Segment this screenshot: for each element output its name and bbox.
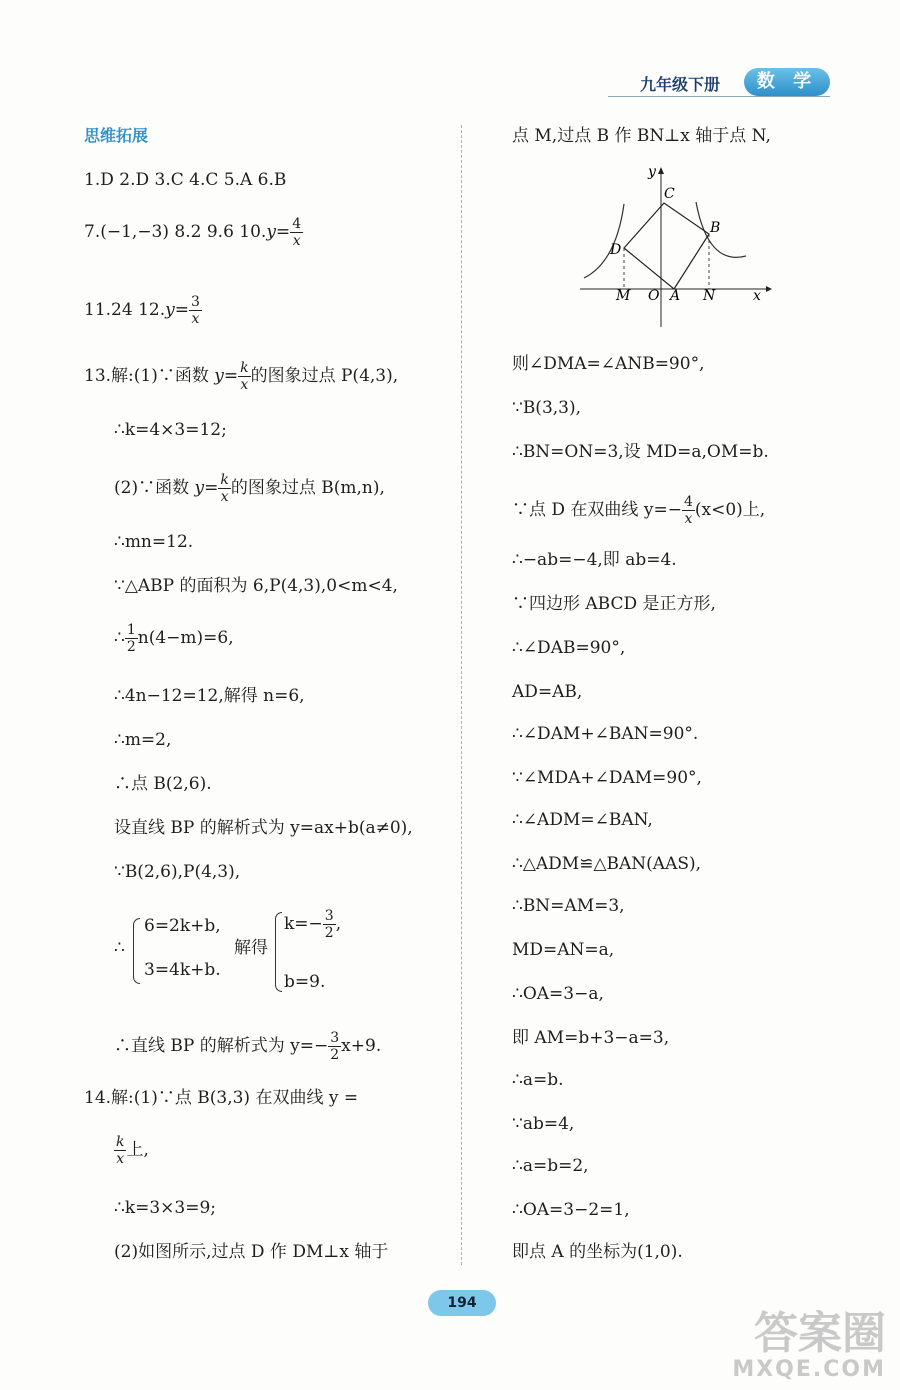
fraction-num: k [220, 472, 229, 488]
solution-13-line-12 [114, 1030, 381, 1063]
answers-line-2 [84, 216, 303, 249]
x-arrow [766, 286, 772, 292]
fraction [125, 622, 138, 655]
answers-line-1: 1.D 2.D 3.C 4.C 5.A 6.B [84, 170, 287, 190]
text: 13.解:(1)∵函数 [84, 366, 209, 386]
solution-13-line-2: ∴k=4×3=12; [114, 420, 227, 440]
right-line-9: AD=AB, [512, 682, 583, 702]
right-line-11: ∵∠MDA+∠DAM=90°, [512, 768, 702, 788]
solution-14-line-3: ∴k=3×3=9; [114, 1198, 217, 1218]
solution-13-line-6 [114, 622, 234, 655]
right-line-7: ∵四边形 ABCD 是正方形, [512, 594, 716, 614]
label-d: D [610, 242, 622, 258]
solution-14-line-1: 14.解:(1)∵点 B(3,3) 在双曲线 y = [84, 1088, 359, 1108]
fraction-den: x [116, 1151, 125, 1167]
text: ∵点 D 在双曲线 y=− [512, 500, 682, 520]
fraction-den: 2 [126, 639, 136, 655]
fraction-num: 1 [126, 622, 136, 638]
solution-14-line-4: (2)如图所示,过点 D 作 DM⊥x 轴于 [114, 1242, 389, 1262]
column-divider [461, 125, 462, 1265]
square-abcd [624, 203, 709, 289]
right-line-12: ∴∠ADM=∠BAN, [512, 810, 653, 830]
solution-13-line-7: ∴4n−12=12,解得 n=6, [114, 686, 305, 706]
fraction-den: x [292, 233, 301, 249]
fraction-num: k [240, 360, 249, 376]
right-line-8: ∴∠DAB=90°, [512, 638, 626, 658]
fraction-den: 2 [324, 925, 334, 941]
watermark-top: 答案圈 [754, 1308, 886, 1359]
fraction-den: x [684, 511, 693, 527]
left-brace [275, 912, 282, 992]
right-line-2: 则∠DMA=∠ANB=90°, [512, 354, 705, 374]
text: 的图象过点 B(m,n), [230, 478, 385, 498]
page-number: 194 [428, 1290, 496, 1316]
right-line-20: ∴a=b=2, [512, 1156, 589, 1176]
label-a: A [670, 288, 681, 304]
right-line-1: 点 M,过点 B 作 BN⊥x 轴于点 N, [512, 126, 771, 146]
right-line-16: ∴OA=3−a, [512, 984, 604, 1004]
text: k=− [284, 914, 323, 934]
answers-11-12: 11.24 12. [84, 300, 166, 320]
text: (2)∵函数 [114, 478, 190, 498]
solution-13-line-10: 设直线 BP 的解析式为 y=ax+b(a≠0), [114, 818, 413, 838]
label-y: y [648, 164, 656, 180]
text: (x<0)上, [694, 500, 766, 520]
right-line-21: ∴OA=3−2=1, [512, 1200, 630, 1220]
fraction [114, 1134, 126, 1167]
solve-label: 解得 [234, 938, 268, 958]
fraction [189, 294, 202, 327]
solution-13-line-4: ∴mn=12. [114, 532, 194, 552]
fraction-num: 4 [292, 216, 302, 232]
solution-13-line-1 [84, 360, 398, 393]
y-eq: y= [214, 366, 239, 386]
right-line-6: ∴−ab=−4,即 ab=4. [512, 550, 677, 570]
fraction-den: x [191, 311, 200, 327]
solution-13-line-9: ∴点 B(2,6). [114, 774, 212, 794]
text: ∴直线 BP 的解析式为 y=− [114, 1036, 329, 1056]
fraction [218, 472, 230, 505]
y-arrow [658, 167, 664, 174]
solution-13-line-3 [114, 472, 385, 505]
section-title: 思维拓展 [84, 126, 149, 145]
equation-1: 6=2k+b, [144, 916, 221, 936]
fraction [238, 360, 250, 393]
y-eq: y= [266, 222, 291, 242]
text: , [335, 914, 342, 934]
answers-line-3 [84, 294, 202, 327]
label-m: M [616, 288, 631, 304]
right-line-18: ∴a=b. [512, 1070, 564, 1090]
right-line-15: MD=AN=a, [512, 940, 615, 960]
solution-b: b=9. [284, 972, 326, 992]
fraction-den: x [240, 377, 249, 393]
label-x: x [753, 288, 761, 304]
fraction [323, 908, 336, 941]
watermark-bottom: MXQE.COM [732, 1357, 886, 1382]
fraction-num: k [116, 1134, 125, 1150]
right-line-5 [512, 494, 765, 527]
right-line-14: ∴BN=AM=3, [512, 896, 625, 916]
text: 的图象过点 P(4,3), [250, 366, 399, 386]
text: n(4−m)=6, [137, 628, 234, 648]
answers-7-10: 7.(−1,−3) 8.2 9.6 10. [84, 222, 267, 242]
fraction [328, 1030, 341, 1063]
grade-label: 九年级下册 [639, 75, 720, 94]
fraction-den: 2 [330, 1047, 340, 1063]
therefore: ∴ [114, 628, 125, 648]
subject-badge: 数 学 [744, 68, 830, 96]
right-line-3: ∵B(3,3), [512, 398, 582, 418]
right-line-13: ∴△ADM≌△BAN(AAS), [512, 854, 702, 874]
fraction-num: 3 [324, 908, 334, 924]
right-line-10: ∴∠DAM+∠BAN=90°. [512, 724, 699, 744]
right-line-4: ∴BN=ON=3,设 MD=a,OM=b. [512, 442, 769, 462]
fraction-num: 3 [190, 294, 200, 310]
right-line-17: 即 AM=b+3−a=3, [512, 1028, 670, 1048]
right-line-19: ∵ab=4, [512, 1114, 575, 1134]
left-brace [133, 918, 140, 984]
solution-13-line-5: ∵△ABP 的面积为 6,P(4,3),0<m<4, [114, 576, 398, 596]
label-b: B [710, 220, 721, 236]
solution-13-line-11: ∵B(2,6),P(4,3), [114, 862, 241, 882]
right-line-22: 即点 A 的坐标为(1,0). [512, 1242, 683, 1262]
square-hyperbola-figure [580, 162, 780, 332]
text: 上, [126, 1140, 149, 1160]
label-c: C [664, 186, 675, 202]
watermark [732, 1308, 886, 1382]
text: x+9. [341, 1036, 382, 1056]
y-eq: y= [165, 300, 189, 320]
solution-14-line-2 [114, 1134, 149, 1167]
label-n: N [703, 288, 716, 304]
fraction [682, 494, 695, 527]
fraction [290, 216, 303, 249]
equation-2: 3=4k+b. [144, 960, 221, 980]
label-o: O [648, 288, 660, 304]
hyperbola-left-branch [584, 204, 624, 278]
solution-k [284, 908, 341, 941]
fraction-num: 4 [683, 494, 693, 510]
therefore-sign: ∴ [114, 938, 125, 958]
fraction-den: x [220, 489, 229, 505]
header-rule [608, 96, 830, 97]
fraction-num: 3 [330, 1030, 340, 1046]
solution-13-line-8: ∴m=2, [114, 730, 172, 750]
y-eq: y= [194, 478, 219, 498]
